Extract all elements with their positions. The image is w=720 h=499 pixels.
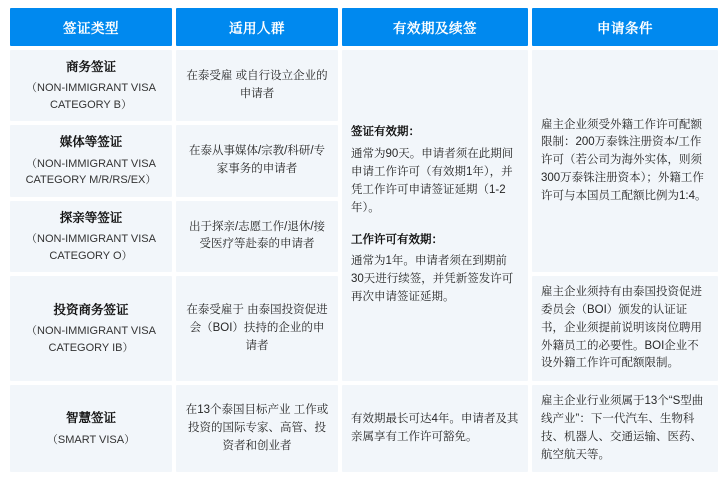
table-row [10,50,718,121]
visa-type-subtitle: （NON-IMMIGRANT VISA CATEGORY M/R/RS/EX） [25,157,157,187]
cell-conditions-group-a: 雇主企业须受外籍工作许可配额限制：200万泰铢注册资本/工作许可（若公司为海外实体，则须300万泰铢注册资本）；外籍工作许可与本国员工配额比例为1:4。 [532,50,718,272]
validity-spacer [351,218,519,232]
visa-type-subtitle: （NON-IMMIGRANT VISA CATEGORY O） [26,233,156,262]
cell-audience-smart: 在13个泰国目标产业 工作或投资的国际专家、高管、投资者和创业者 [176,385,338,472]
visa-type-title: 商务签证 [65,60,116,74]
cell-visa-type-business [10,50,172,121]
cell-visa-type-family [10,201,172,272]
validity-lead-workpermit: 工作许可有效期： [351,233,443,246]
cell-visa-type-smart [10,385,172,472]
visa-type-title: 媒体等签证 [59,135,123,150]
visa-type-title: 探亲等签证 [59,210,123,225]
cell-visa-type-media [10,125,172,196]
validity-body-workpermit: 通常为1年。申请者须在到期前30天进行续签，并凭新签发许可再次申请签证延期。 [351,255,514,303]
table-body [10,50,718,472]
cell-conditions-group-c: 雇主企业行业须属于13个“S型曲线产业”：下一代汽车、生物科技、机器人、交通运输、医药、航空航天等。 [532,385,718,472]
visa-type-title: 智慧签证 [65,411,116,426]
cell-visa-type-investment [10,276,172,381]
visa-type-subtitle: （NON-IMMIGRANT VISA CATEGORY IB） [26,325,156,354]
cell-conditions-group-b: 雇主企业须持有由泰国投资促进委员会（BOI）颁发的认证证书，企业须提前说明该岗位聘用外籍员工的必要性。BOI企业不设外籍工作许可配额限制。 [532,276,718,381]
table-header [10,8,718,46]
validity-lead-visa: 签证有效期： [351,126,420,139]
visa-type-subtitle: （NON-IMMIGRANT VISA CATEGORY B） [26,82,156,111]
cell-audience-media: 在泰从事媒体/宗教/科研/专家事务的申请者 [176,125,338,196]
cell-audience-family: 出于探亲/志愿工作/退休/接受医疗等赴泰的申请者 [176,201,338,272]
visa-type-subtitle: （SMART VISA） [46,433,136,446]
column-header-conditions: 申请条件 [532,8,718,46]
table-row [10,385,718,472]
cell-validity-group-a [342,50,528,381]
column-header-audience: 适用人群 [176,8,338,46]
validity-body-visa: 通常为90天。申请者须在此期间申请工作许可（有效期1年），并凭工作许可申请签证延期（1-2年）。 [351,148,514,214]
column-header-visa-type: 签证类型 [10,8,172,46]
visa-type-title: 投资商务签证 [53,302,129,317]
table-header-row [10,8,718,46]
cell-validity-group-b: 有效期最长可达4年。申请者及其亲属享有工作许可豁免。 [342,385,528,472]
column-header-validity: 有效期及续签 [342,8,528,46]
visa-comparison-table [6,4,720,476]
cell-audience-business: 在泰受雇 或自行设立企业的申请者 [176,50,338,121]
cell-audience-investment: 在泰受雇于 由泰国投资促进会（BOI）扶持的企业的申请者 [176,276,338,381]
